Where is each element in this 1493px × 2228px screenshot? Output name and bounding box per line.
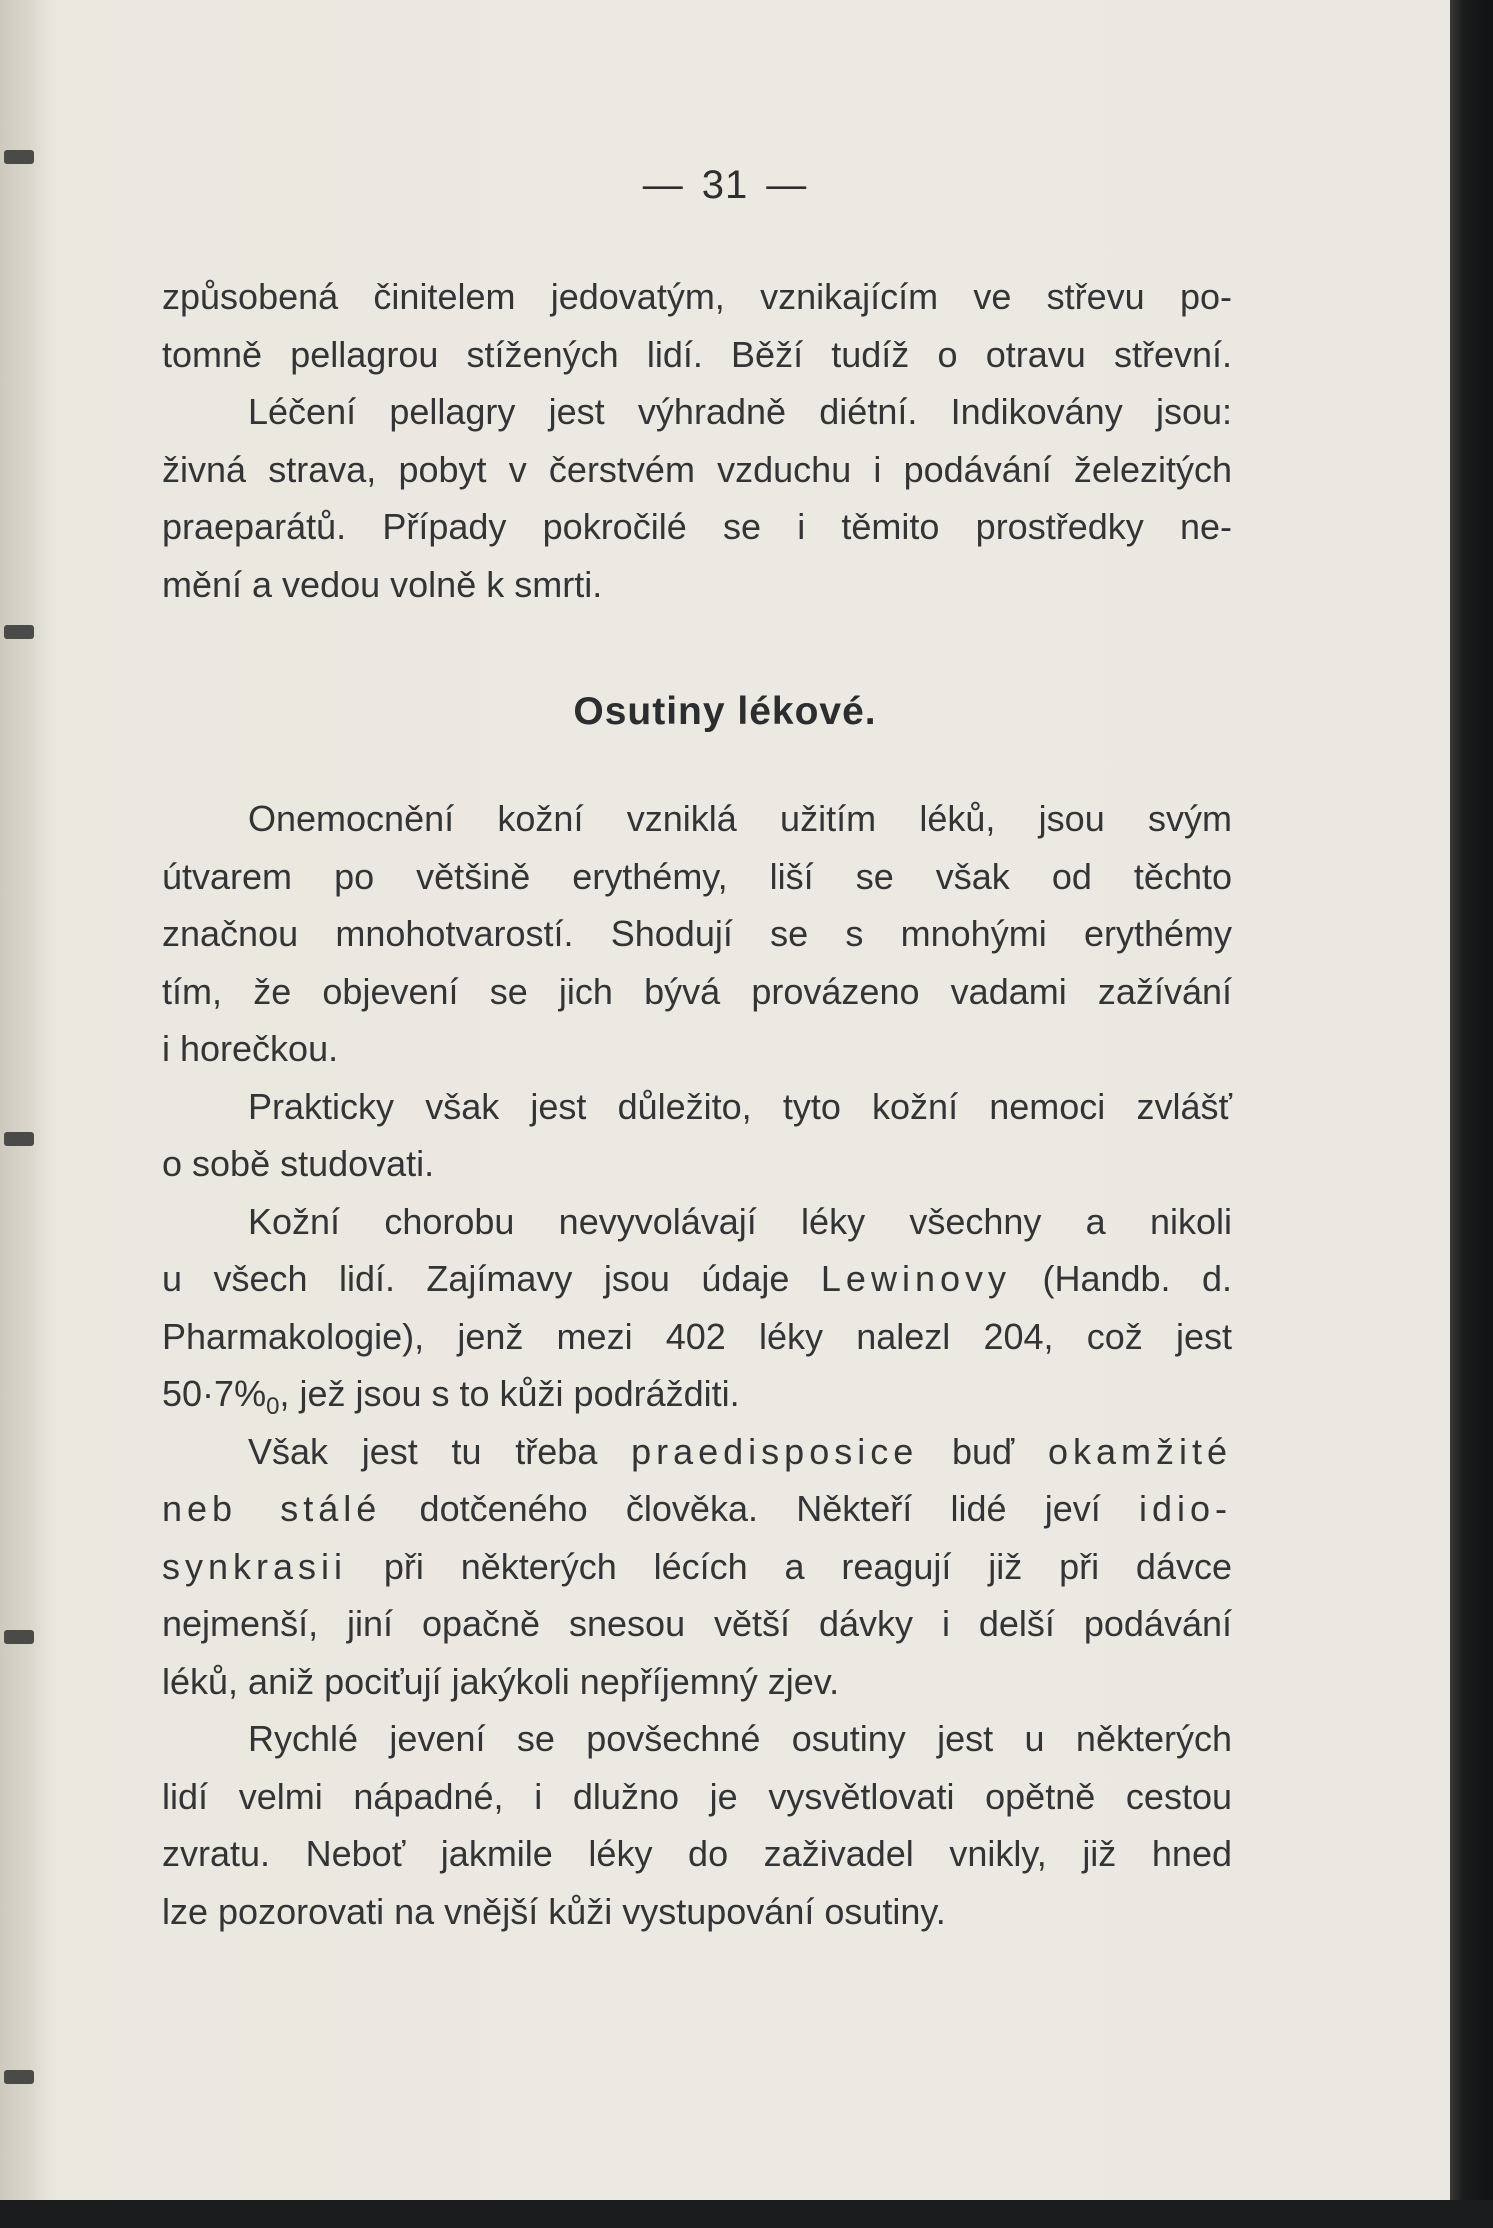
binding-mark (4, 1132, 34, 1146)
text-line (162, 1250, 1232, 1308)
text-segment: buď (952, 1430, 1015, 1472)
spaced-term: praedisposice (631, 1430, 919, 1472)
text-line: tím, že objevení se jich bývá provázeno vadami zažívání (162, 970, 1232, 1012)
text-line: způsobená činitelem jedovatým, vznikajícím ve střevu po- (162, 276, 1232, 317)
binding-mark (4, 625, 34, 639)
text-line: Rychlé jevení se povšechné osutiny jest u některých (248, 1718, 1232, 1759)
text-line: Prakticky však jest důležito, tyto kožní nemoci zvlášť (248, 1085, 1232, 1127)
percent-sign: % (234, 1373, 267, 1414)
spaced-term: idio- (1138, 1488, 1232, 1529)
paragraph-kozni-chorobu (162, 1193, 1232, 1423)
text-line: nejmenší, jiní opačně snesou větší dávky i delší podávání (162, 1603, 1232, 1644)
paragraph-praedisposice (162, 1423, 1232, 1711)
text-line: živná strava, pobyt v čerstvém vzduchu i podávání železitých (162, 448, 1232, 490)
text-line: praeparátů. Případy pokročilé se i těmito prostředky ne- (162, 506, 1232, 547)
text-line: mění a vedou volně k smrti. (162, 563, 603, 605)
text-line (162, 1480, 1232, 1538)
text-segment: Však jest tu třeba (248, 1430, 598, 1472)
text-line (162, 1365, 1232, 1423)
text-line: Onemocnění kožní vzniklá užitím léků, jsou svým (248, 798, 1232, 839)
spaced-term: neb stálé (162, 1488, 382, 1529)
paragraph-pellagra (162, 268, 1232, 613)
paragraph-prakticky (162, 1078, 1232, 1193)
text-line: útvarem po většině erythémy, liší se však od těchto (162, 855, 1232, 897)
paragraph-rychle-jeveni (162, 1710, 1232, 1940)
text-segment: dotčeného člověka. Někteří lidé jeví (419, 1488, 1101, 1529)
binding-mark (4, 1630, 34, 1644)
page-number-dash-right: — (766, 163, 808, 207)
text-line: Pharmakologie), jenž mezi 402 léky nalezl 204, což jest (162, 1315, 1232, 1357)
percentage-value: 50·7 (162, 1373, 235, 1414)
text-line: Léčení pellagry jest výhradně diétní. Indikovány jsou: (248, 391, 1232, 432)
text-line: Kožní chorobu nevyvolávají léky všechny a nikoli (248, 1200, 1232, 1242)
paragraph-onemocneni (162, 790, 1232, 1078)
page-spine-shadow (0, 0, 48, 2200)
spaced-term: okamžité (1047, 1430, 1232, 1472)
percent-subscript: 0 (266, 1393, 280, 1420)
scan-right-edge (1450, 0, 1493, 2228)
author-name-spaced: Lewinovy (820, 1258, 1011, 1299)
binding-mark (4, 150, 34, 164)
text-line: lze pozorovati na vnější kůži vystupování osutiny. (162, 1890, 946, 1932)
page-number-dash-left: — (642, 163, 684, 207)
page-number (0, 163, 1450, 208)
section-heading: Osutiny lékové. (573, 690, 877, 733)
text-line: o sobě studovati. (162, 1143, 435, 1184)
spaced-term: synkrasii (162, 1545, 348, 1587)
text-line (162, 1423, 1232, 1481)
text-line: značnou mnohotvarostí. Shodují se s mnohými erythémy (162, 913, 1232, 954)
scan-bottom-edge (0, 2200, 1493, 2228)
text-line (162, 1538, 1232, 1596)
text-line: léků, aniž pociťují jakýkoli nepříjemný zjev. (162, 1660, 840, 1702)
text-line: tomně pellagrou stížených lidí. Běží tudíž o otravu střevní. (162, 333, 1232, 375)
text-segment: (Handb. d. (1042, 1258, 1232, 1299)
text-line: i horečkou. (162, 1028, 339, 1069)
text-line: zvratu. Neboť jakmile léky do zaživadel vnikly, již hned (162, 1833, 1232, 1874)
text-line: lidí velmi nápadné, i dlužno je vysvětlovati opětně cestou (162, 1775, 1232, 1817)
binding-mark (4, 2070, 34, 2084)
text-segment: , jež jsou s to kůži podrážditi. (279, 1373, 740, 1414)
page-number-value: 31 (701, 163, 749, 207)
text-segment: při některých lécích a reagují již při dávce (383, 1545, 1232, 1587)
text-segment: u všech lidí. Zajímavy jsou údaje (162, 1258, 790, 1299)
